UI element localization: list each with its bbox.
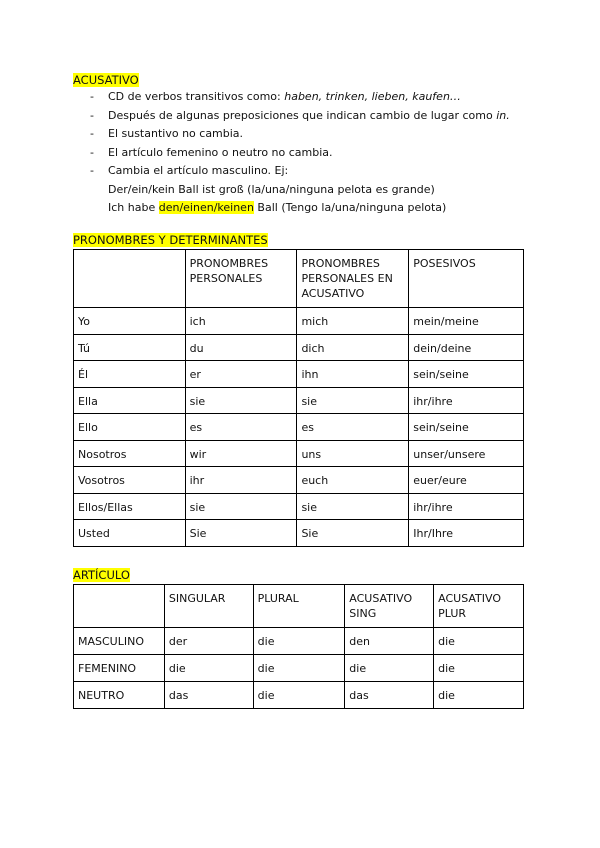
table-cell: Vosotros [74, 467, 186, 494]
table-cell: Sie [185, 520, 297, 547]
table-cell: Él [74, 361, 186, 388]
table-cell: die [345, 655, 434, 682]
table-cell: euer/eure [409, 467, 524, 494]
table-cell: uns [297, 440, 409, 467]
table-row [74, 655, 524, 682]
table-cell: das [345, 682, 434, 709]
table-cell: Ihr/Ihre [409, 520, 524, 547]
list-item: - Después de algunas preposiciones que indican cambio de lugar como in. [90, 108, 510, 122]
table-cell: mich [297, 308, 409, 335]
table-cell: unser/unsere [409, 440, 524, 467]
table-cell: wir [185, 440, 297, 467]
pronombres-table [73, 249, 524, 547]
table-cell: ihr [185, 467, 297, 494]
table-cell: Sie [297, 520, 409, 547]
list-item: - CD de verbos transitivos como: haben, trinken, lieben, kaufen… [90, 90, 461, 103]
acusativo-bullet-list [90, 88, 510, 218]
table-cell: die [253, 682, 345, 709]
table-cell: der [164, 628, 253, 655]
table-cell: das [164, 682, 253, 709]
articulo-table [73, 584, 524, 709]
table-cell: ihn [297, 361, 409, 388]
table-cell: ihr/ihre [409, 493, 524, 520]
table-row [74, 387, 524, 414]
section-title-acusativo: ACUSATIVO [73, 73, 139, 87]
header-cell: ACUSATIVO PLUR [434, 585, 524, 628]
header-cell: PLURAL [253, 585, 345, 628]
table-cell: die [253, 628, 345, 655]
table-cell: Ellos/Ellas [74, 493, 186, 520]
header-cell [74, 585, 165, 628]
table-cell: er [185, 361, 297, 388]
table-cell: dein/deine [409, 334, 524, 361]
table-cell: es [185, 414, 297, 441]
table-cell: die [434, 655, 524, 682]
table-cell: Usted [74, 520, 186, 547]
table-cell: sie [297, 493, 409, 520]
table-cell: ich [185, 308, 297, 335]
table-row [74, 467, 524, 494]
table-cell: Ella [74, 387, 186, 414]
section-title-articulo: ARTÍCULO [73, 568, 130, 582]
table-cell: sein/seine [409, 361, 524, 388]
table-cell: die [164, 655, 253, 682]
table-row [74, 520, 524, 547]
table-row [74, 361, 524, 388]
table-row [74, 493, 524, 520]
table-cell: sie [297, 387, 409, 414]
header-cell: ACUSATIVO SING [345, 585, 434, 628]
example-line-1: Der/ein/kein Ball ist groß (la/una/ninguna pelota es grande) [108, 182, 435, 196]
table-cell: du [185, 334, 297, 361]
header-cell: POSESIVOS [409, 250, 524, 308]
table-cell: es [297, 414, 409, 441]
table-cell: die [434, 682, 524, 709]
table-row [74, 440, 524, 467]
list-item: - El sustantivo no cambia. [90, 127, 244, 140]
table-header-row [74, 585, 524, 628]
table-cell: Yo [74, 308, 186, 335]
table-cell: euch [297, 467, 409, 494]
table-cell: mein/meine [409, 308, 524, 335]
table-row [74, 334, 524, 361]
table-cell: die [253, 655, 345, 682]
table-cell: ihr/ihre [409, 387, 524, 414]
table-cell: Ello [74, 414, 186, 441]
table-row [74, 682, 524, 709]
table-cell: sie [185, 387, 297, 414]
list-item: - Cambia el artículo masculino. Ej: [90, 164, 289, 177]
table-cell: die [434, 628, 524, 655]
table-cell: sein/seine [409, 414, 524, 441]
table-header-row [74, 250, 524, 308]
table-cell: MASCULINO [74, 628, 165, 655]
section-title-pronombres: PRONOMBRES Y DETERMINANTES [73, 233, 268, 247]
table-cell: dich [297, 334, 409, 361]
list-item: - El artículo femenino o neutro no cambia. [90, 145, 333, 159]
table-row [74, 308, 524, 335]
header-cell [74, 250, 186, 308]
table-cell: den [345, 628, 434, 655]
header-cell: PRONOMBRES PERSONALES [185, 250, 297, 308]
header-cell: PRONOMBRES PERSONALES EN ACUSATIVO [297, 250, 409, 308]
table-cell: Nosotros [74, 440, 186, 467]
table-cell: sie [185, 493, 297, 520]
table-row [74, 628, 524, 655]
example-line-2: Ich habe den/einen/keinen Ball (Tengo la/una/ninguna pelota) [108, 201, 447, 214]
header-cell: SINGULAR [164, 585, 253, 628]
table-row [74, 414, 524, 441]
table-cell: Tú [74, 334, 186, 361]
table-cell: FEMENINO [74, 655, 165, 682]
table-cell: NEUTRO [74, 682, 165, 709]
